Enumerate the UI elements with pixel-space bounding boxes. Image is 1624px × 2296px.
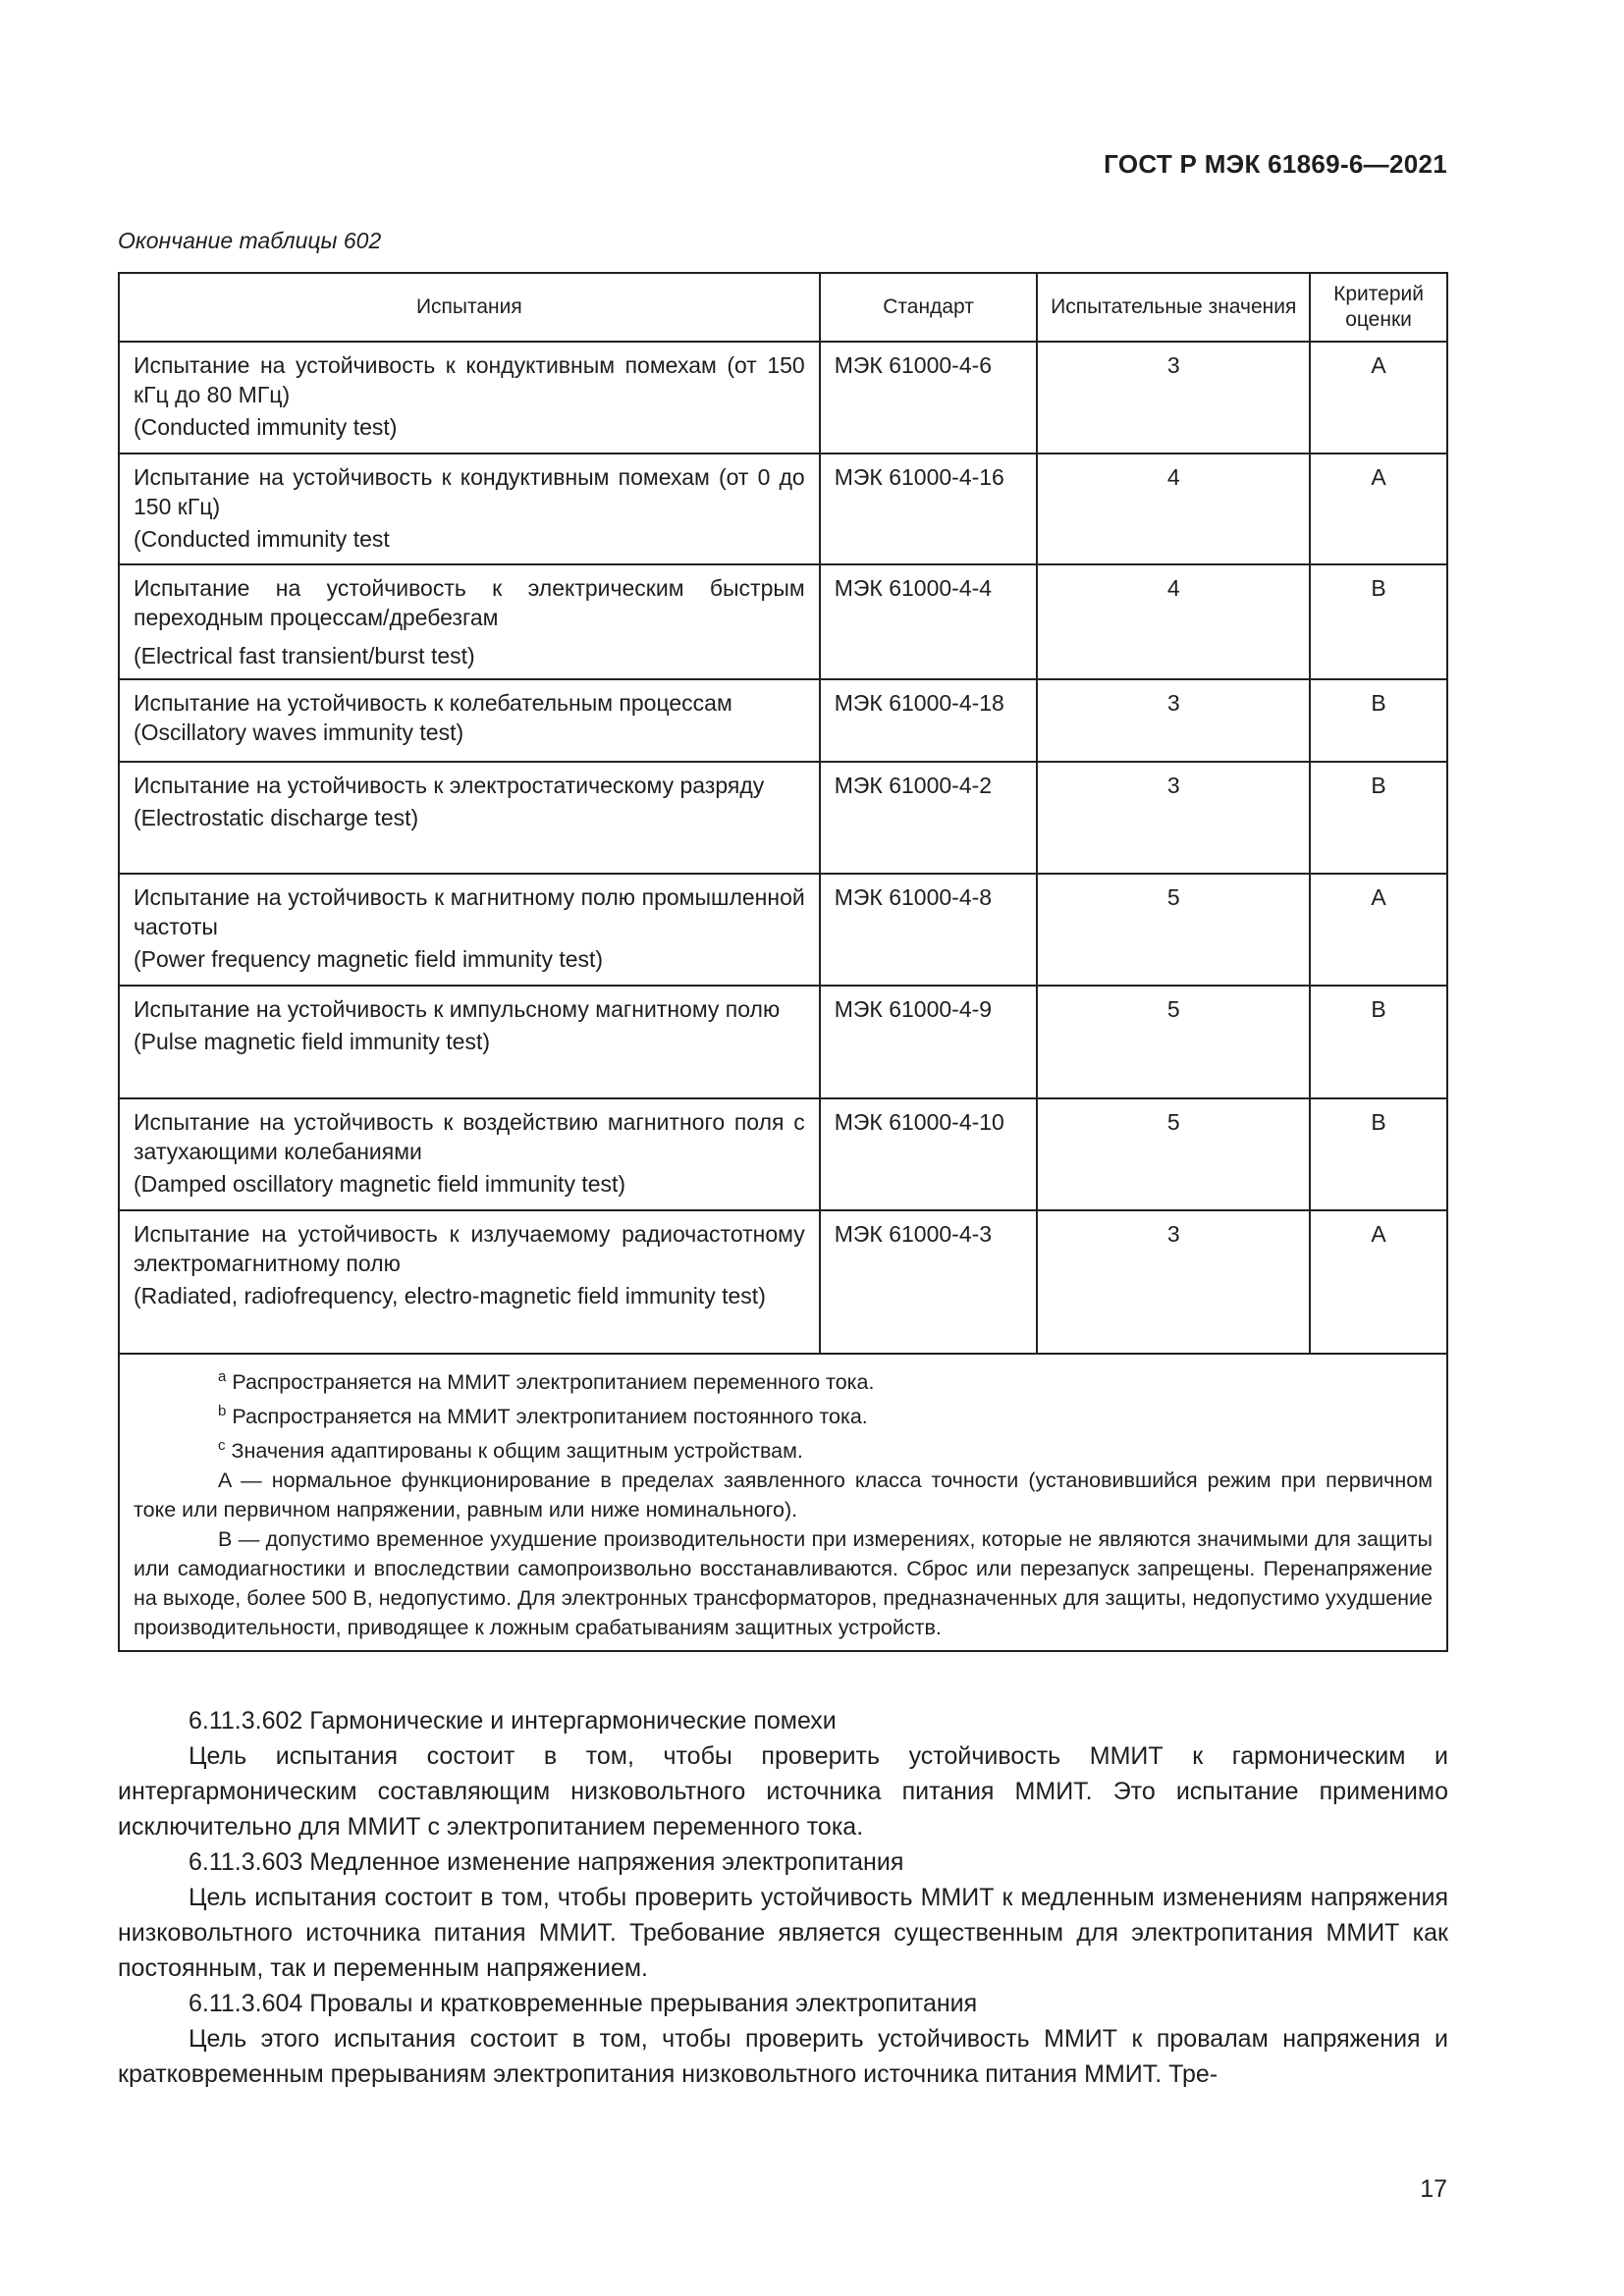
criterion-cell: A — [1310, 1210, 1447, 1354]
footnote-text: Распространяется на ММИТ электропитанием переменного тока. — [226, 1370, 875, 1395]
test-name-ru: Испытание на устойчивость к кондуктивным помехам (от 150 кГц до 80 МГц) — [134, 352, 805, 407]
test-name-cell — [119, 564, 820, 679]
footnote-mark: a — [218, 1368, 227, 1385]
test-name-ru: Испытание на устойчивость к излучаемому радиочастотному электромагнитному полю — [134, 1221, 805, 1276]
column-header-tests: Испытания — [119, 273, 820, 342]
test-name-ru: Испытание на устойчивость к магнитному полю промышленной частоты — [134, 884, 805, 939]
table-row — [119, 564, 1447, 679]
test-name-en: (Power frequency magnetic field immunity test) — [134, 946, 604, 972]
standard-cell: МЭК 61000-4-3 — [820, 1210, 1038, 1354]
test-table — [118, 272, 1448, 1652]
column-header-test-values: Испытательные значения — [1037, 273, 1310, 342]
standard-cell: МЭК 61000-4-2 — [820, 762, 1038, 874]
criterion-cell: A — [1310, 874, 1447, 986]
standard-cell: МЭК 61000-4-16 — [820, 454, 1038, 564]
section-heading: 6.11.3.604 Провалы и кратковременные прерывания электропитания — [189, 1990, 978, 2017]
test-value-cell: 4 — [1037, 564, 1310, 679]
footnote-a — [134, 1362, 1433, 1397]
table-row — [119, 1098, 1447, 1210]
standard-cell: МЭК 61000-4-18 — [820, 679, 1038, 762]
footnote-b — [134, 1397, 1433, 1431]
test-value-cell: 5 — [1037, 1098, 1310, 1210]
test-name-ru: Испытание на устойчивость к колебательным процессам — [134, 690, 732, 716]
test-name-cell — [119, 874, 820, 986]
column-header-standard: Стандарт — [820, 273, 1038, 342]
paragraph: Цель этого испытания состоит в том, чтобы проверить устойчивость ММИТ к провалам напряжения и кратковременным прерываниям электропитания низковольтного источника питания ММИТ. Тре- — [118, 2025, 1448, 2088]
footnote-c — [134, 1431, 1433, 1466]
standard-cell: МЭК 61000-4-9 — [820, 986, 1038, 1098]
body-text — [118, 1703, 1448, 2092]
test-name-cell — [119, 1210, 820, 1354]
table-row — [119, 342, 1447, 454]
footnote-text: Распространяется на ММИТ электропитанием постоянного тока. — [226, 1405, 868, 1429]
test-name-en: (Damped oscillatory magnetic field immunity test) — [134, 1171, 626, 1197]
footnote-mark: b — [218, 1403, 227, 1420]
test-name-en: (Oscillatory waves immunity test) — [134, 720, 464, 745]
test-name-ru: Испытание на устойчивость к электростатическому разряду — [134, 773, 765, 798]
table-header-row — [119, 273, 1447, 342]
standard-cell: МЭК 61000-4-10 — [820, 1098, 1038, 1210]
criterion-cell: B — [1310, 1098, 1447, 1210]
table-row — [119, 874, 1447, 986]
criterion-b-note: B — допустимо временное ухудшение производительности при измерениях, которые не являются значимыми для защиты или самодиагностики и впоследствии самопроизвольно восстанавливаются. Сброс или перезапуск запрещены. Перенапряжение на выходе, более 500 В, недопустимо. Для электронных трансформаторов, предназначенных для защиты, недопустимо ухудшение производительности, приводящее к ложным срабатываниям защитных устройств. — [134, 1527, 1433, 1640]
table-caption: Окончание таблицы 602 — [118, 228, 382, 253]
test-value-cell: 3 — [1037, 762, 1310, 874]
test-value-cell: 5 — [1037, 874, 1310, 986]
section-heading: 6.11.3.603 Медленное изменение напряжения электропитания — [189, 1848, 904, 1876]
test-name-cell — [119, 454, 820, 564]
test-value-cell: 3 — [1037, 679, 1310, 762]
test-value-cell: 4 — [1037, 454, 1310, 564]
page-number: 17 — [1420, 2175, 1447, 2203]
test-name-cell — [119, 679, 820, 762]
table-row — [119, 679, 1447, 762]
test-name-en: (Pulse magnetic field immunity test) — [134, 1029, 491, 1054]
standard-cell: МЭК 61000-4-4 — [820, 564, 1038, 679]
test-name-cell — [119, 986, 820, 1098]
document-designation: ГОСТ Р МЭК 61869-6—2021 — [1104, 149, 1447, 179]
test-name-en: (Electrical fast transient/burst test) — [134, 643, 475, 668]
criterion-cell: B — [1310, 762, 1447, 874]
table-row — [119, 986, 1447, 1098]
paragraph: Цель испытания состоит в том, чтобы проверить устойчивость ММИТ к медленным изменениям напряжения низковольтного источника питания ММИТ. Требование является существенным для электропитания ММИТ как постоянным, так и переменным напряжением. — [118, 1884, 1448, 1982]
table-row — [119, 454, 1447, 564]
test-name-ru: Испытание на устойчивость к кондуктивным помехам (от 0 до 150 кГц) — [134, 464, 805, 519]
column-header-criterion: Критерий оценки — [1310, 273, 1447, 342]
standard-cell: МЭК 61000-4-6 — [820, 342, 1038, 454]
standard-cell: МЭК 61000-4-8 — [820, 874, 1038, 986]
table-notes-cell — [119, 1354, 1447, 1651]
test-name-en: (Electrostatic discharge test) — [134, 805, 419, 830]
test-name-en: (Conducted immunity test — [134, 526, 390, 552]
table-row — [119, 762, 1447, 874]
footnote-mark: c — [218, 1437, 226, 1455]
footnote-text: Значения адаптированы к общим защитным устройствам. — [225, 1439, 803, 1464]
test-name-ru: Испытание на устойчивость к импульсному магнитному полю — [134, 996, 781, 1022]
test-name-ru: Испытание на устойчивость к электрическим быстрым переходным процессам/дребезгам — [134, 575, 805, 630]
test-name-cell — [119, 1098, 820, 1210]
test-value-cell: 5 — [1037, 986, 1310, 1098]
section-heading: 6.11.3.602 Гармонические и интергармонические помехи — [189, 1707, 837, 1735]
criterion-cell: A — [1310, 454, 1447, 564]
criterion-cell: B — [1310, 986, 1447, 1098]
test-value-cell: 3 — [1037, 1210, 1310, 1354]
criterion-a-note: A — нормальное функционирование в пределах заявленного класса точности (установившийся режим при первичном токе или первичном напряжении, равным или ниже номинального). — [134, 1468, 1433, 1522]
test-name-ru: Испытание на устойчивость к воздействию магнитного поля с затухающими колебаниями — [134, 1109, 805, 1164]
table-row — [119, 1210, 1447, 1354]
criterion-cell: B — [1310, 679, 1447, 762]
table-notes-row — [119, 1354, 1447, 1651]
test-name-en: (Radiated, radiofrequency, electro-magnetic field immunity test) — [134, 1283, 766, 1308]
test-name-cell — [119, 342, 820, 454]
paragraph: Цель испытания состоит в том, чтобы проверить устойчивость ММИТ к гармоническим и интергармоническим составляющим низковольтного источника питания ММИТ. Это испытание применимо исключительно для ММИТ с электропитанием переменного тока. — [118, 1742, 1448, 1841]
test-name-cell — [119, 762, 820, 874]
criterion-cell: A — [1310, 342, 1447, 454]
criterion-cell: B — [1310, 564, 1447, 679]
test-value-cell: 3 — [1037, 342, 1310, 454]
test-name-en: (Conducted immunity test) — [134, 414, 398, 440]
